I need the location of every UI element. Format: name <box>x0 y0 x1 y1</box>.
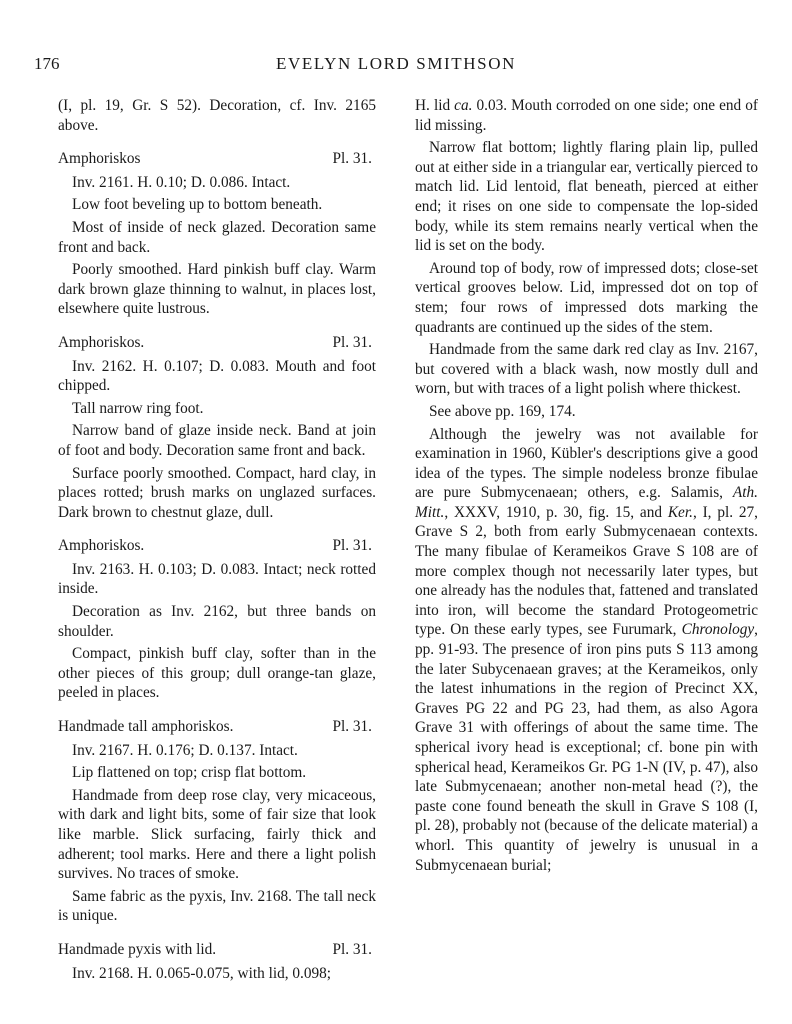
entry-paragraph: Narrow band of glaze inside neck. Band at join of foot and body. Decoration same front and back. <box>58 422 376 459</box>
entry-title: Handmade tall amphoriskos. <box>58 718 234 736</box>
catalog-entry <box>58 333 376 522</box>
text-run: H. lid <box>415 97 455 114</box>
entry-paragraph: Handmade from deep rose clay, very micaceous, with dark and light bits, some of fair size that look like marble. Slick surfacing, fairly thick and adherent; tool marks. Here and there a light polish survives. No traces of smoke. <box>58 786 376 883</box>
entry-paragraph: Tall narrow ring foot. <box>72 399 204 417</box>
catalog-entry <box>58 536 376 703</box>
catalog-entry <box>58 940 376 983</box>
body-paragraph: Narrow flat bottom; lightly flaring plain lip, pulled out at either side in a triangular ear, vertically pierced to match lid. Lid lentoid, flat beneath, pierced at either end; it rises on one side to compensate the lop-sided body, while its stem remains nearly vertical when the lid is set on the body. <box>415 139 758 255</box>
entry-heading <box>58 940 376 960</box>
catalog-entry <box>58 149 376 319</box>
entry-title: Amphoriskos <box>58 150 141 168</box>
text-run: , I, pl. 27, Grave S 2, both from early Submycenaean contexts. The many fibulae of Kerameikos Grave S 108 are of more complex though not necessarily later types, but one already has the nodules that, fattened and translated into iron, will become the standard Protogeometric type. On these early types, see Furumark, <box>415 503 759 639</box>
italic-citation: Ker. <box>667 503 693 521</box>
entry-heading <box>58 149 376 169</box>
entry-paragraph: Low foot beveling up to bottom beneath. <box>72 196 323 214</box>
entry-title: Amphoriskos. <box>58 333 145 351</box>
text-run: Although the jewelry was not available for examination in 1960, Kübler's descriptions give a good idea of the types. The simple nodeless bronze fibulae are pure Submycenaean; others, e.g. Salamis, <box>415 425 758 502</box>
entry-paragraph: Surface poorly smoothed. Compact, hard clay, in places rotted; brush marks on unglazed surfaces. Dark brown to chestnut glaze, dull. <box>58 464 376 521</box>
right-column <box>415 96 758 878</box>
entry-title: Handmade pyxis with lid. <box>58 940 217 958</box>
entry-heading <box>58 333 376 353</box>
entry-paragraph: Decoration as Inv. 2162, but three bands on shoulder. <box>58 603 376 640</box>
entry-heading <box>58 717 376 737</box>
text-run: , XXXV, 1910, p. 30, fig. 15, and <box>444 503 668 521</box>
italic-citation: Chronology <box>681 621 755 639</box>
intro-text: (I, pl. 19, Gr. S 52). Decoration, cf. Inv. 2165 above. <box>58 97 376 134</box>
entry-paragraph: Most of inside of neck glazed. Decoration same front and back. <box>58 218 376 256</box>
cross-reference: See above pp. 169, 174. <box>429 402 576 420</box>
entry-heading <box>58 536 376 556</box>
text-run: , pp. 91-93. The presence of iron pins puts S 113 among the later Subycenaean graves; at the Kerameikos, only the latest inhumations in the region of Precinct XX, Graves PG 22 and PG 23, had them, as also Agora Grave 31 with offerings of about the same time. The spherical ivory head is exceptional; cf. bone pin with spherical head, Kerameikos Gr. PG 1-N (IV, p. 47), also late Submycenaean; another non-metal head (?), the paste cone found beneath the skull in Grave S 108 (I, pl. 28), probably not (because of the delicate material) a whorl. This quantity of jewelry is unusual in a Submycenaean burial; <box>415 621 758 874</box>
continuation-text <box>415 96 758 135</box>
plate-ref: Pl. 31. <box>332 150 372 168</box>
plate-ref: Pl. 31. <box>332 537 372 555</box>
catalog-entry <box>58 717 376 926</box>
entry-paragraph: Same fabric as the pyxis, Inv. 2168. The tall neck is unique. <box>58 887 376 925</box>
left-column <box>58 96 376 986</box>
page-header <box>34 54 758 78</box>
page-number: 176 <box>34 54 60 73</box>
plate-ref: Pl. 31. <box>332 718 372 736</box>
entry-paragraph: Inv. 2167. H. 0.176; D. 0.137. Intact. <box>72 741 298 759</box>
text-run: 0.03. Mouth corroded on one side; one end of lid missing. <box>415 97 759 134</box>
body-paragraph: Around top of body, row of impressed dots; close-set vertical grooves below. Lid, impressed dot on top of stem; four rows of impressed dots marking the quadrants are continued up the sides of the stem. <box>415 259 758 336</box>
running-head: EVELYN LORD SMITHSON <box>276 54 516 73</box>
plate-ref: Pl. 31. <box>332 333 372 351</box>
body-paragraph: Handmade from the same dark red clay as Inv. 2167, but covered with a black wash, now mostly dull and worn, but with traces of a light polish where thickest. <box>415 341 758 398</box>
entry-paragraph: Compact, pinkish buff clay, softer than in the other pieces of this group; dull orange-tan glaze, peeled in places. <box>58 645 376 702</box>
entry-paragraph: Lip flattened on top; crisp flat bottom. <box>72 764 307 782</box>
entry-title: Amphoriskos. <box>58 537 145 555</box>
italic-term: ca. <box>454 97 473 114</box>
entry-paragraph: Poorly smoothed. Hard pinkish buff clay. Warm dark brown glaze thinning to walnut, in places lost, elsewhere quite lustrous. <box>58 261 376 318</box>
italic-citation: Ath. Mitt. <box>415 484 758 521</box>
entry-paragraph: Inv. 2168. H. 0.065-0.075, with lid, 0.098; <box>72 964 332 982</box>
entry-paragraph: Inv. 2162. H. 0.107; D. 0.083. Mouth and foot chipped. <box>58 357 376 395</box>
entry-paragraph: Inv. 2161. H. 0.10; D. 0.086. Intact. <box>72 173 291 191</box>
entry-paragraph: Inv. 2163. H. 0.103; D. 0.083. Intact; neck rotted inside. <box>58 560 376 598</box>
discussion-paragraph <box>415 425 758 876</box>
plate-ref: Pl. 31. <box>332 940 372 958</box>
